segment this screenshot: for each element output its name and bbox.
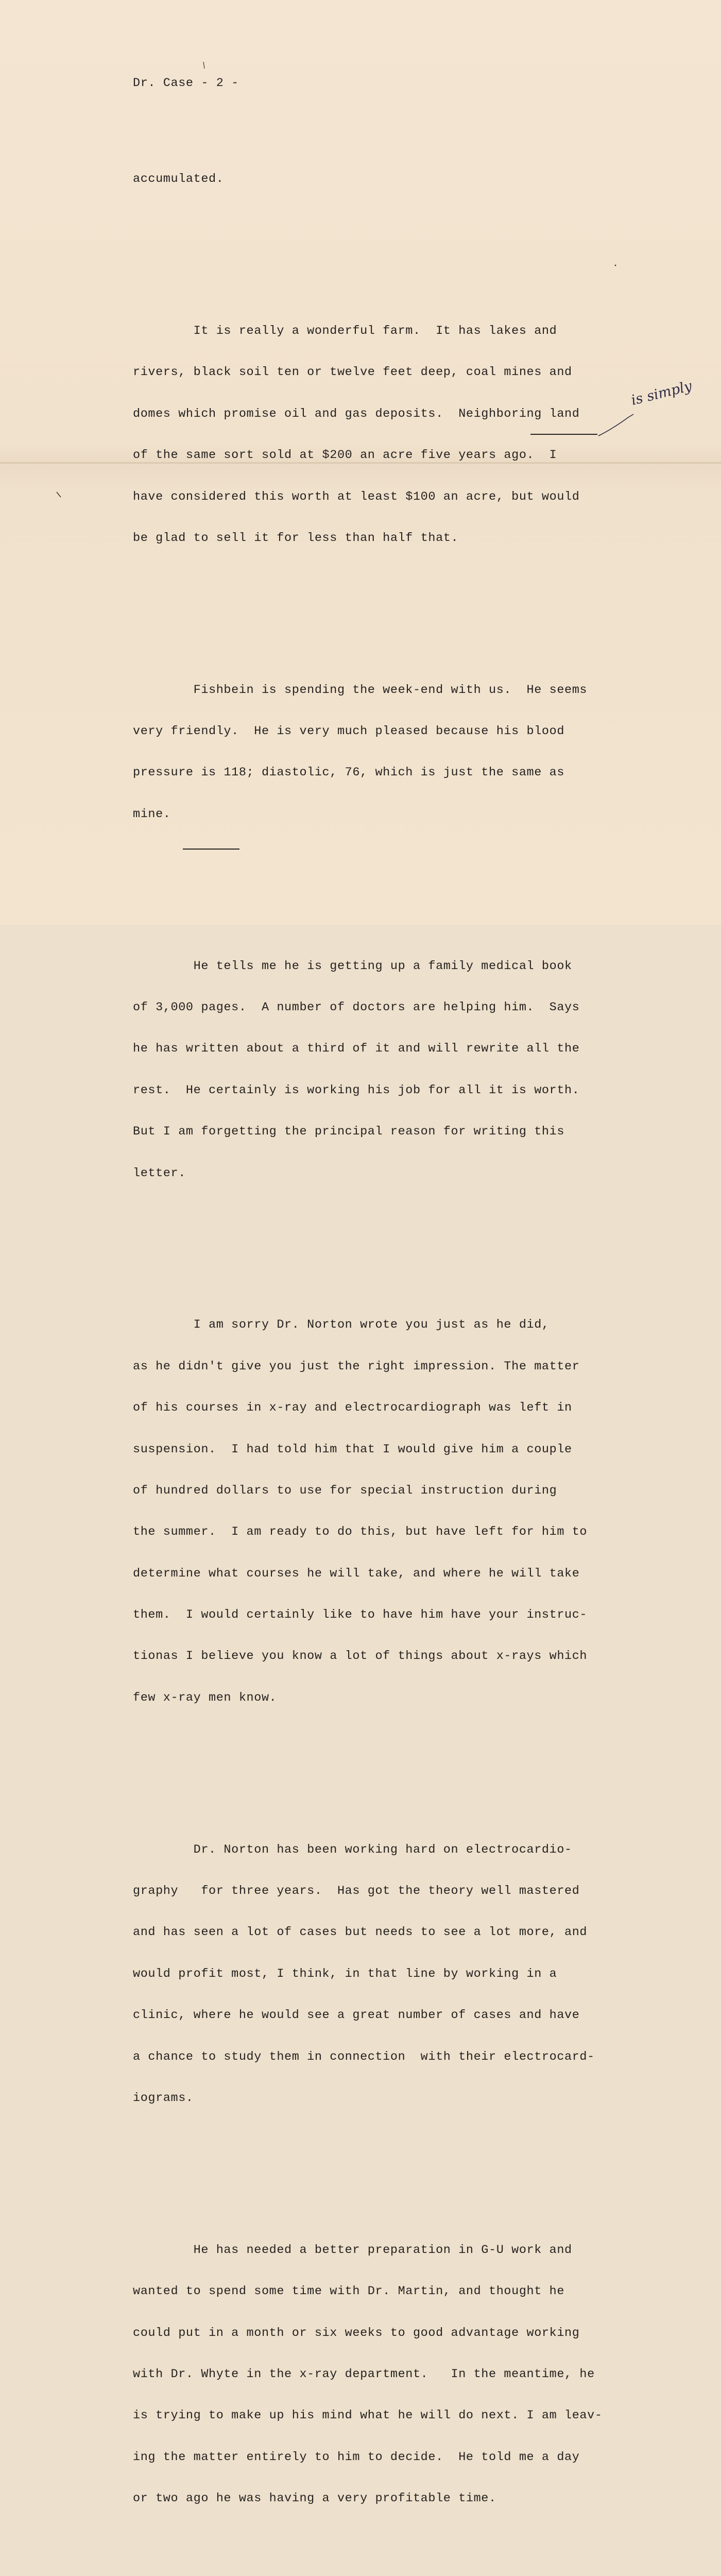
text-line: wanted to spend some time with Dr. Martin, and thought he bbox=[133, 2284, 565, 2299]
paragraph-5 bbox=[133, 1291, 610, 1733]
text-line: have considered this worth at least $100 an acre, but would bbox=[133, 489, 580, 504]
text-line: very friendly. He is very much pleased because his blood bbox=[133, 724, 565, 739]
page-header: Dr. Case - 2 - bbox=[133, 76, 239, 90]
text-line: domes which promise oil and gas deposits. Neighboring land bbox=[133, 406, 580, 421]
text-line: rivers, black soil ten or twelve feet deep, coal mines and bbox=[133, 365, 572, 380]
insertion-caret-mark bbox=[597, 412, 644, 438]
paragraph-2 bbox=[133, 297, 610, 573]
paragraph-7 bbox=[133, 2216, 610, 2533]
text-line: But I am forgetting the principal reason for writing this bbox=[133, 1125, 565, 1139]
text-line: tionas I believe you know a lot of things about x-rays which bbox=[133, 1649, 588, 1664]
text-line: iograms. bbox=[133, 2091, 194, 2105]
text-line: be glad to sell it for less than half that. bbox=[133, 531, 459, 545]
text-line: determine what courses he will take, and where he will take bbox=[133, 1566, 580, 1581]
text-line: letter. bbox=[133, 1166, 186, 1180]
text-line: ing the matter entirely to him to decide. He told me a day bbox=[133, 2450, 580, 2464]
text-line: or two ago he was having a very profitable time. bbox=[133, 2492, 496, 2506]
text-line: a chance to study them in connection with their electrocard- bbox=[133, 2049, 595, 2064]
paragraph-6 bbox=[133, 1816, 610, 2133]
text-line: and has seen a lot of cases but needs to see a lot more, and bbox=[133, 1925, 588, 1940]
text-line: pressure is 118; diastolic, 76, which is just the same as bbox=[133, 766, 565, 780]
text-line: suspension. I had told him that I would give him a couple bbox=[133, 1442, 572, 1456]
text-line: graphy for three years. Has got the theory well mastered bbox=[133, 1884, 580, 1898]
paragraph-4 bbox=[133, 932, 610, 1208]
handwritten-annotation: is simply bbox=[629, 378, 694, 409]
text-line: He tells me he is getting up a family medical book bbox=[133, 959, 572, 973]
text-line: of 3,000 pages. A number of doctors are helping him. Says bbox=[133, 1001, 580, 1014]
text-line-with-strikethrough: of his courses in x-ray and electrocardiograph was left in bbox=[133, 1401, 572, 1415]
text-line: accumulated. bbox=[133, 172, 224, 187]
text-line: Fishbein is spending the week-end with us. He seems bbox=[133, 683, 588, 697]
text-line: he has written about a third of it and will rewrite all the bbox=[133, 1042, 580, 1056]
text-line: It is really a wonderful farm. It has lakes and bbox=[133, 324, 557, 338]
text-line: He has needed a better preparation in G-U work and bbox=[133, 2243, 572, 2257]
letter-body bbox=[133, 117, 610, 2576]
paragraph-1 bbox=[133, 145, 610, 214]
text-line: the summer. I am ready to do this, but have left for him to bbox=[133, 1525, 588, 1539]
text-line: of the same sort sold at $200 an acre five years ago. I bbox=[133, 448, 557, 463]
text-line: few x-ray men know. bbox=[133, 1690, 277, 1705]
text-line: I am sorry Dr. Norton wrote you just as he did, bbox=[133, 1318, 550, 1332]
text-line: would profit most, I think, in that line by working in a bbox=[133, 1967, 557, 1981]
text-line: as he didn't give you just the right impression. The matter bbox=[133, 1359, 580, 1374]
text-line: clinic, where he would see a great number of cases and have bbox=[133, 2008, 580, 2023]
text-line: Dr. Norton has been working hard on electrocardio- bbox=[133, 1842, 572, 1857]
text-line: with Dr. Whyte in the x-ray department. In the meantime, he bbox=[133, 2367, 595, 2381]
text-line: them. I would certainly like to have him have your instruc- bbox=[133, 1608, 588, 1622]
text-line: mine. bbox=[133, 807, 171, 821]
text-line: is trying to make up his mind what he will do next. I am leav- bbox=[133, 2409, 603, 2423]
text-line: of hundred dollars to use for special instruction during bbox=[133, 1483, 557, 1498]
paragraph-3 bbox=[133, 656, 610, 849]
text-line: could put in a month or six weeks to good advantage working bbox=[133, 2326, 580, 2340]
text-line: rest. He certainly is working his job for all it is worth. bbox=[133, 1083, 580, 1097]
